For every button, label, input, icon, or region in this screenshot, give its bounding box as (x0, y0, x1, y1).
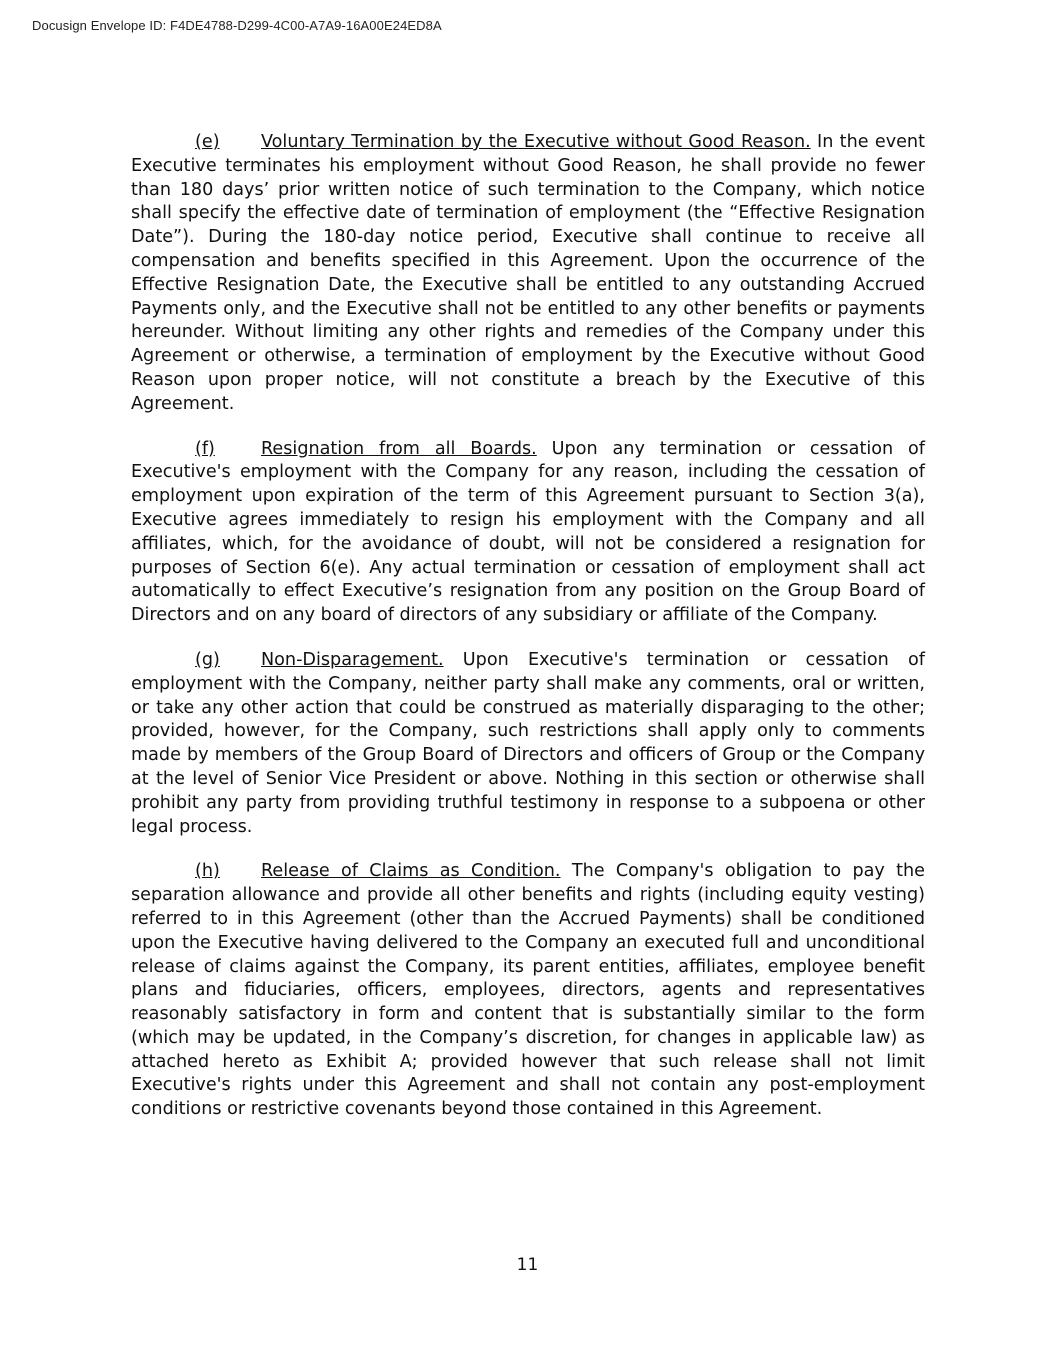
clause-g (131, 649, 925, 839)
document-body (131, 131, 925, 1143)
docusign-envelope-id: Docusign Envelope ID: F4DE4788-D299-4C00-A7A9-16A00E24ED8A (32, 18, 442, 33)
clause-text: In the event Executive terminates his employment without Good Reason, he shall provide no fewer than 180 days’ prior written notice of such termination to the Company, which notice shall specify the effective date of termination of employment (the “Effective Resignation Date”). During the 180-day notice period, Executive shall continue to receive all compensation and benefits specified in this Agreement. Upon the occurrence of the Effective Resignation Date, the Executive shall be entitled to any outstanding Accrued Payments only, and the Executive shall not be entitled to any other benefits or payments hereunder. Without limiting any other rights and remedies of the Company under this Agreement or otherwise, a termination of employment by the Executive without Good Reason upon proper notice, will not constitute a breach by the Executive of this Agreement. (131, 132, 925, 414)
clause-number: (h) (195, 861, 220, 882)
clause-text: Upon Executive's termination or cessation of employment with the Company, neither party shall make any comments, oral or written, or take any other action that could be construed as materially disparaging to the other; provided, however, for the Company, such restrictions shall apply only to comments made by members of the Group Board of Directors and officers of Group or the Company at the level of Senior Vice President or above. Nothing in this section or otherwise shall prohibit any party from providing truthful testimony in response to a subpoena or other legal process. (131, 649, 925, 837)
clause-f (131, 438, 925, 628)
clause-e (131, 131, 925, 417)
clause-heading: Release of Claims as Condition. (261, 861, 561, 882)
page-number: 11 (516, 1255, 539, 1275)
clause-heading: Voluntary Termination by the Executive without Good Reason. (261, 132, 811, 152)
clause-heading: Non-Disparagement. (261, 649, 444, 670)
clause-h (131, 860, 925, 1122)
clause-number: (e) (195, 132, 220, 152)
clause-number: (g) (195, 649, 220, 670)
clause-heading: Resignation from all Boards. (261, 438, 537, 459)
clause-text: Upon any termination or cessation of Executive's employment with the Company for any reason, including the cessation of employment upon expiration of the term of this Agreement pursuant to Section 3(a), Executive agrees immediately to resign his employment with the Company and all affiliates, which, for the avoidance of doubt, will not be considered a resignation for purposes of Section 6(e). Any actual termination or cessation of employment shall act automatically to effect Executive’s resignation from any position on the Group Board of Directors and on any board of directors of any subsidiary or affiliate of the Company. (131, 438, 926, 626)
clause-number: (f) (195, 438, 215, 459)
clause-text: The Company's obligation to pay the separation allowance and provide all other benefits and rights (including equity vesting) referred to in this Agreement (other than the Accrued Payments) shall be conditioned upon the Executive having delivered to the Company an executed full and unconditional release of claims against the Company, its parent entities, affiliates, employee benefit plans and fiduciaries, officers, employees, directors, agents and representatives reasonably satisfactory in form and content that is substantially similar to the form (which may be updated, in the Company’s discretion, for changes in applicable law) as attached hereto as Exhibit A; provided however that such release shall not limit Executive's rights under this Agreement and shall not contain any post-employment conditions or restrictive covenants beyond those contained in this Agreement. (131, 861, 925, 1120)
